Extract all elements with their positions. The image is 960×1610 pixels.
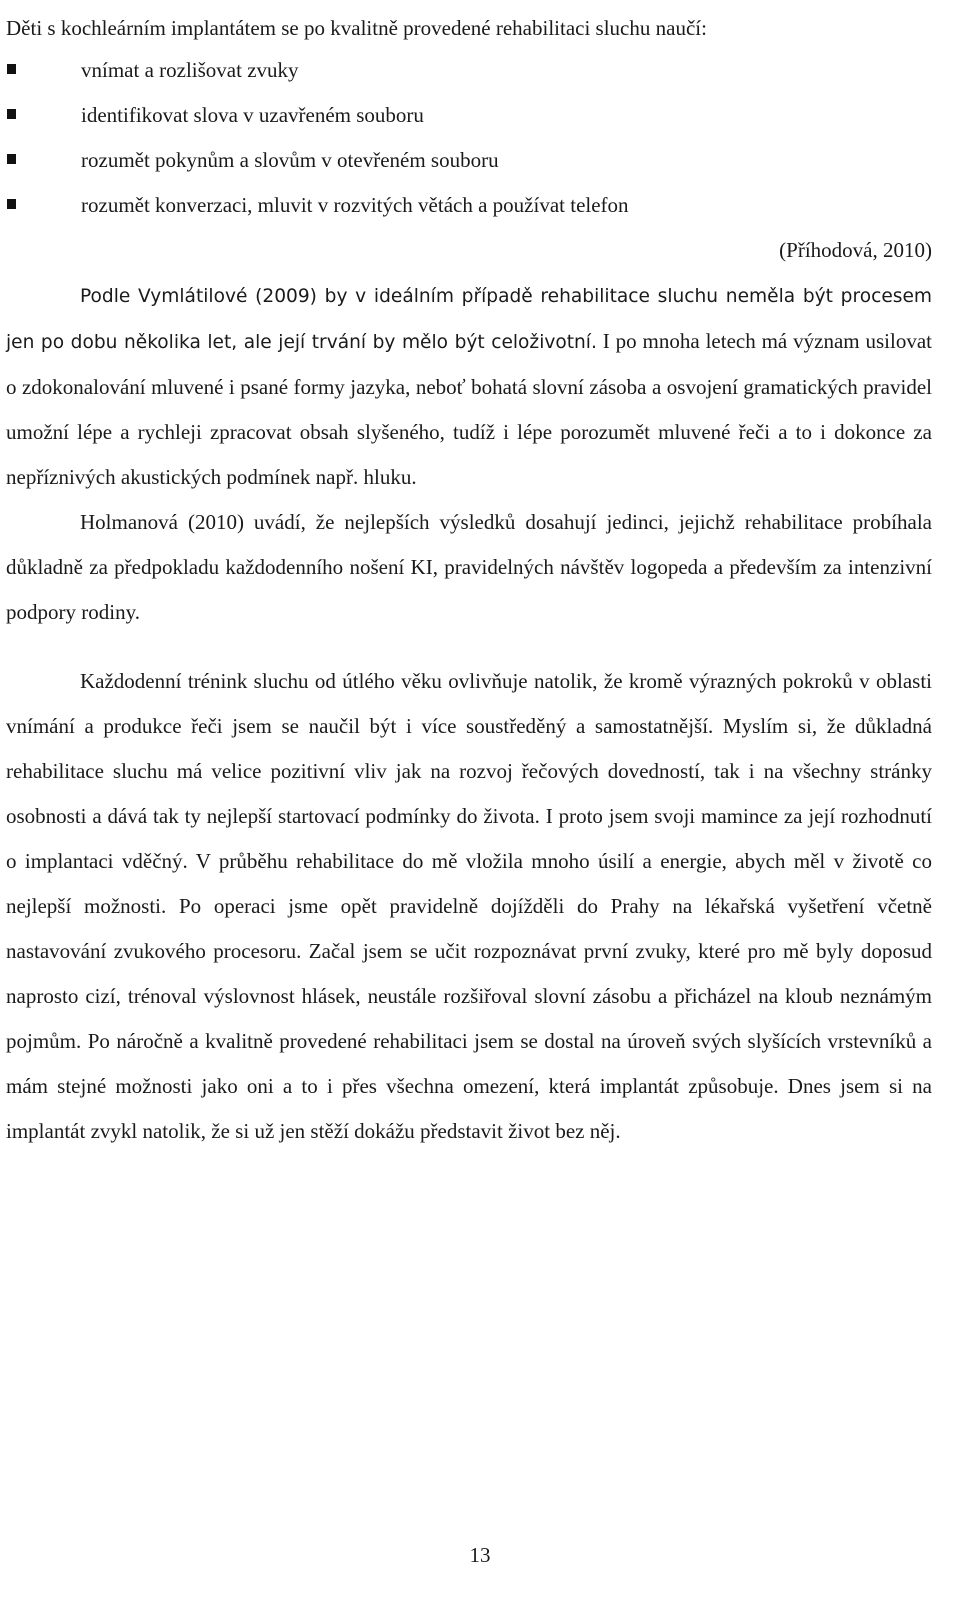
- list-item-text: rozumět konverzaci, mluvit v rozvitých větách a používat telefon: [81, 193, 629, 217]
- paragraph-personal-experience: Každodenní trénink sluchu od útlého věku ovlivňuje natolik, že kromě výrazných pokroků v oblasti vnímání a produkce řeči jsem se naučil být i více soustředěný a samostatnější. Myslím si, že důkladná rehabilitace sluchu má velice pozitivní vliv jak na rozvoj řečových dovedností, tak i na všechny stránky osobnosti a dává tak ty nejlepší startovací podmínky do života. I proto jsem svoji mamince za její rozhodnutí o implantaci vděčný. V průběhu rehabilitace do mě vložila mnoho úsilí a energie, abych měl v životě co nejlepší možnosti. Po operaci jsme opět pravidelně dojížděli do Prahy na lékařská vyšetření včetně nastavování zvukového procesoru. Začal jsem se učit rozpoznávat první zvuky, které pro mě byly doposud naprosto cizí, trénoval výslovnost hlásek, neustále rozšiřoval slovní zásobu a přicházel na kloub neznámým pojmům. Po náročně a kvalitně provedené rehabilitaci jsem se dostal na úroveň svých slyšících vrstevníků a mám stejné možnosti jako oni a to i přes všechna omezení, která implantát způsobuje. Dnes jsem si na implantát zvykl natolik, že si už jen stěží dokážu představit život bez něj.: [6, 669, 932, 1143]
- paragraph-holmanova: Holmanová (2010) uvádí, že nejlepších výsledků dosahují jedinci, jejichž rehabilitace probíhala důkladně za předpokladu každodenního nošení KI, pravidelných návštěv logopeda a především za intenzivní podpory rodiny.: [6, 510, 932, 624]
- list-item: [6, 93, 932, 138]
- paragraph-rehabilitation-duration: [6, 273, 932, 500]
- citation: (Příhodová, 2010): [779, 238, 932, 262]
- intro-sentence: Děti s kochleárním implantátem se po kvalitně provedené rehabilitaci sluchu naučí:: [6, 16, 707, 40]
- paragraph-text-sans: Podle Vymlátilové (2009) by v ideálním případě rehabilitace sluchu neměla být procesem jen po dobu několika let, ale její trvání by mělo být celoživotní.: [6, 286, 932, 353]
- list-item: [6, 48, 932, 93]
- paragraph-gap: [6, 635, 932, 659]
- list-item-text: identifikovat slova v uzavřeném souboru: [81, 103, 424, 127]
- list-item: [6, 138, 932, 183]
- paragraph-text-serif: I po mnoha letech má význam usilovat o zdokonalování mluvené i psané formy jazyka, neboť bohatá slovní zásoba a osvojení gramatických pravidel umožní lépe a rychleji zpracovat obsah slyšeného, tudíž i lépe porozumět mluvené řeči a to i dokonce za nepříznivých akustických podmínek např. hluku.: [6, 329, 932, 489]
- list-item-text: rozumět pokynům a slovům v otevřeném souboru: [81, 148, 499, 172]
- list-item-text: vnímat a rozlišovat zvuky: [81, 58, 299, 82]
- page-number: 13: [469, 1543, 491, 1567]
- square-bullet-icon: [7, 154, 16, 164]
- square-bullet-icon: [7, 199, 16, 209]
- page-content: [6, 8, 932, 1154]
- list-item: [6, 183, 932, 228]
- square-bullet-icon: [7, 64, 16, 74]
- square-bullet-icon: [7, 109, 16, 119]
- skills-list: [6, 48, 932, 228]
